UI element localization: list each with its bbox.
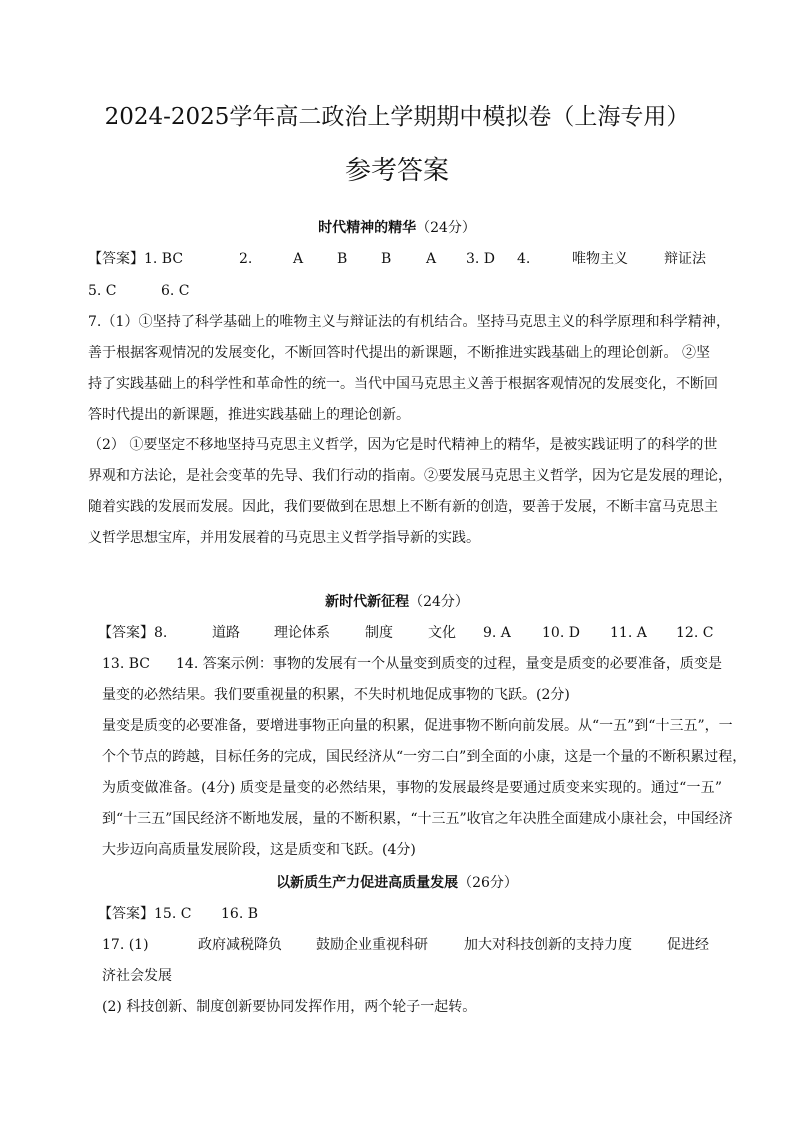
document-title: 2024-2025学年高二政治上学期期中模拟卷（上海专用） — [104, 104, 690, 130]
section-1-points: （24分） — [416, 220, 476, 236]
answer-q8-word: 文化 — [428, 625, 456, 641]
section-2-title: 新时代新征程 — [325, 594, 410, 610]
answer-label: 【答案】 — [98, 906, 154, 922]
section-1-heading — [0, 219, 794, 237]
answer-q8-word: 理论体系 — [274, 625, 330, 641]
answer-q14-line: 大步迈向高质量发展阶段，这是质变和飞跃。(4分) — [102, 842, 416, 858]
answer-q12: 12. C — [676, 625, 714, 641]
answer-q17-word: 鼓励企业重视科研 — [316, 937, 428, 953]
section-3-heading — [0, 874, 794, 892]
answer-q7-line: 界观和方法论，是社会变革的先导、我们行动的指南。②要发展马克思主义哲学，因为它是发展的理论， — [88, 468, 732, 484]
answer-q7-line: 答时代提出的新课题，推进实践基础上的理论创新。 — [88, 407, 410, 423]
answer-q14-line: 到“十三五”国民经济不断地发展，量的不断积累，“十三五”收官之年决胜全面建成小康社会，中国经济 — [102, 811, 733, 827]
answer-q4-number: 4. — [517, 251, 531, 267]
answer-q7-line: 善于根据客观情况的发展变化，不断回答时代提出的新课题，不断推进实践基础上的理论创新。 ②坚 — [88, 345, 710, 361]
section-2-heading — [0, 593, 794, 611]
answer-label: 【答案】 — [88, 251, 144, 267]
section-1-title: 时代精神的精华 — [318, 220, 417, 236]
answer-q14-line: 个个节点的跨越，目标任务的完成，国民经济从“一穷二白”到全面的小康，这是一个量的不断积累过程， — [102, 749, 747, 765]
answer-q5: 5. C — [88, 283, 117, 299]
answer-q7-line: 义哲学思想宝库，并用发展着的马克思主义哲学指导新的实践。 — [88, 530, 480, 546]
answer-q4-word: 辩证法 — [664, 251, 706, 267]
answer-q13: 13. BC — [102, 656, 150, 672]
answer-q7-line: 随着实践的发展而发展。因此，我们要做到在思想上不断有新的创造，要善于发展，不断丰富马克思主 — [88, 499, 718, 515]
answer-q15: 15. C — [154, 906, 192, 922]
answer-q16: 16. B — [221, 906, 259, 922]
answer-q14-line: 量变的必然结果。我们要重视量的积累，不失时机地促成事物的飞跃。(2分) — [102, 687, 570, 703]
answer-q17-part2: (2) 科技创新、制度创新要协同发挥作用，两个轮子一起转。 — [102, 999, 477, 1015]
section-3-answer-row — [98, 905, 191, 923]
answer-q8-word: 道路 — [212, 625, 240, 641]
answer-q8-number: 8. — [154, 625, 168, 641]
answer-q11: 11. A — [610, 625, 647, 641]
answer-q7-line: 7.（1）①坚持了科学基础上的唯物主义与辩证法的有机结合。坚持马克思主义的科学原理和科学精神， — [88, 314, 730, 330]
answer-q17-word: 加大对科技创新的支持力度 — [464, 937, 632, 953]
answer-q2-option: B — [337, 251, 348, 267]
answer-q17-continuation: 济社会发展 — [102, 968, 172, 984]
section-2-points: （24分） — [409, 594, 469, 610]
answer-q2-option: A — [426, 251, 437, 267]
answer-label: 【答案】 — [98, 625, 154, 641]
answer-q10: 10. D — [542, 625, 580, 641]
answer-q2-option: B — [381, 251, 392, 267]
answer-q2-number: 2. — [239, 251, 253, 267]
section-3-title: 以新质生产力促进高质量发展 — [276, 875, 459, 891]
section-1-answer-row — [88, 250, 183, 268]
answer-q7-line: 持了实践基础上的科学性和革命性的统一。当代中国马克思主义善于根据客观情况的发展变化，不断回 — [88, 376, 718, 392]
answer-q8-word: 制度 — [365, 625, 393, 641]
answer-q14-line: 14. 答案示例：事物的发展有一个从量变到质变的过程，量变是质变的必要准备，质变是 — [176, 656, 722, 672]
answer-q14-line: 量变是质变的必要准备，要增进事物正向量的积累，促进事物不断向前发展。从“一五”到“十三五”，一 — [102, 718, 733, 734]
section-3-points: （26分） — [458, 875, 518, 891]
answer-q6: 6. C — [161, 283, 190, 299]
document-subtitle: 参考答案 — [344, 156, 449, 186]
section-2-answer-row — [98, 624, 167, 642]
answer-q9: 9. A — [483, 625, 511, 641]
answer-q1: 1. BC — [144, 251, 184, 267]
answer-q17-number: 17. (1) — [102, 937, 149, 953]
answer-q14-line: 为质变做准备。(4分) 质变是量变的必然结果，事物的发展最终是要通过质变来实现的。通过“一五” — [102, 780, 722, 796]
answer-q3: 3. D — [466, 251, 496, 267]
answer-q7-line: （2） ①要坚定不移地坚持马克思主义哲学，因为它是时代精神上的精华，是被实践证明了的科学的世 — [88, 437, 718, 453]
answer-q17-word: 政府减税降负 — [198, 937, 282, 953]
answer-q17-word: 促进经 — [667, 937, 709, 953]
answer-q2-option: A — [293, 251, 304, 267]
answer-q4-word: 唯物主义 — [572, 251, 628, 267]
